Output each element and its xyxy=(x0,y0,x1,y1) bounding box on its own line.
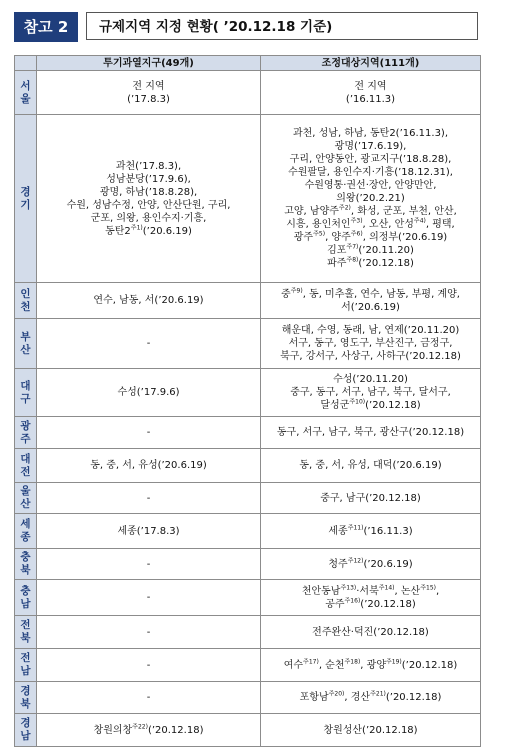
cell-line xyxy=(264,598,477,611)
footnote-marker: 주9) xyxy=(290,287,303,295)
cell-text: 창원성산(’20.12.18) xyxy=(323,724,418,736)
adjustment-area-cell xyxy=(261,514,481,549)
cell-text: 동, 중, 서, 유성(’20.6.19) xyxy=(90,460,207,471)
region-char: 산 xyxy=(20,343,31,356)
adjustment-area-cell xyxy=(261,649,481,682)
footnote-marker: 주2) xyxy=(338,204,351,212)
cell-line xyxy=(40,80,257,93)
cell-text: 김포 xyxy=(327,245,347,256)
footnote-marker: 주12) xyxy=(347,557,364,565)
reference-tag: 참고 2 xyxy=(14,12,78,42)
footnote-marker: 주1) xyxy=(130,224,143,232)
speculation-district-cell xyxy=(37,417,261,449)
speculation-district-cell xyxy=(37,71,261,115)
cell-text: 세종(’17.8.3) xyxy=(117,525,180,537)
cell-text: 동탄2 xyxy=(105,225,131,237)
speculation-district-cell xyxy=(37,369,261,417)
cell-text: 수원팔달, 용인수지·기흥(’18.12.31), xyxy=(288,167,453,178)
cell-line xyxy=(264,558,477,571)
adjustment-area-cell xyxy=(261,71,481,115)
cell-text: - xyxy=(146,338,151,349)
cell-line xyxy=(264,166,477,179)
cell-text: , 순천 xyxy=(318,659,345,671)
table-header-row xyxy=(15,56,481,71)
adjustment-area-cell xyxy=(261,682,481,714)
cell-text: (’20.12.18) xyxy=(365,400,421,411)
footnote-marker: 주22) xyxy=(132,723,148,731)
cell-text: 과천, 성남, 하남, 동탄2(’16.11.3), xyxy=(292,128,449,139)
cell-text: 전주완산·덕진(’20.12.18) xyxy=(312,626,429,638)
region-cell xyxy=(15,514,37,549)
cell-line xyxy=(264,324,477,337)
cell-text: , 화성, 군포, 부천, 안산, xyxy=(350,206,457,217)
region-cell xyxy=(15,649,37,682)
cell-text: - xyxy=(146,558,151,570)
region-cell xyxy=(15,319,37,369)
region-char: 부 xyxy=(20,330,31,343)
cell-line xyxy=(264,257,477,270)
region-char: 경 xyxy=(20,185,31,198)
cell-line xyxy=(40,591,257,604)
cell-line xyxy=(264,301,477,314)
cell-text: 중구, 동구, 서구, 남구, 북구, 달서구, xyxy=(290,387,451,398)
region-cell xyxy=(15,417,37,449)
cell-text: 동구, 서구, 남구, 북구, 광산구(’20.12.18) xyxy=(276,427,465,438)
cell-line xyxy=(264,659,477,672)
speculation-district-cell xyxy=(37,580,261,616)
cell-text: - xyxy=(146,592,151,603)
cell-text: 청주 xyxy=(328,558,348,570)
cell-text: 전 지역 xyxy=(354,80,387,92)
cell-text: (’20.12.18) xyxy=(358,258,414,269)
footnote-marker: 주10) xyxy=(349,398,366,406)
cell-text: , 의정부(’20.6.19) xyxy=(362,232,448,243)
page-header xyxy=(14,12,480,42)
cell-line xyxy=(264,153,477,166)
cell-text: 광명, 하남(’18.8.28), xyxy=(99,186,198,198)
cell-line xyxy=(40,525,257,538)
cell-line xyxy=(40,724,257,737)
cell-line xyxy=(40,294,257,307)
footnote-marker: 주18) xyxy=(344,658,361,666)
region-cell xyxy=(15,549,37,580)
cell-text: 창원의창 xyxy=(93,724,133,736)
region-char: 충 xyxy=(20,584,31,597)
cell-text: 군포, 의왕, 용인수지·기흥, xyxy=(90,212,207,224)
cell-text: 서구, 동구, 영도구, 부산진구, 금정구, xyxy=(288,338,453,349)
adjustment-area-cell xyxy=(261,580,481,616)
cell-text: 고양, 남양주 xyxy=(284,206,339,217)
cell-text: , 논산 xyxy=(394,585,421,597)
cell-text: , 경산 xyxy=(344,692,371,703)
cell-line xyxy=(40,225,257,238)
cell-text: 파주 xyxy=(327,258,347,269)
cell-line xyxy=(40,337,257,350)
table-row xyxy=(15,449,481,483)
cell-line xyxy=(40,626,257,639)
table-row xyxy=(15,649,481,682)
cell-line xyxy=(264,337,477,350)
table-row xyxy=(15,369,481,417)
adjustment-area-cell xyxy=(261,449,481,483)
region-char: 산 xyxy=(20,498,31,510)
header-speculation-overheated-district: 투기과열지구(49개) xyxy=(37,56,261,71)
cell-line xyxy=(40,659,257,672)
cell-line xyxy=(264,93,477,106)
adjustment-area-cell xyxy=(261,483,481,514)
cell-text: , 평택, xyxy=(425,219,455,230)
footnote-marker: 주15) xyxy=(420,584,436,592)
region-char: 남 xyxy=(20,597,31,610)
cell-line xyxy=(264,492,477,505)
region-char: 주 xyxy=(20,432,31,445)
cell-line xyxy=(40,186,257,199)
footnote-marker: 주13) xyxy=(340,584,357,592)
cell-text: 의왕(’20.2.21) xyxy=(336,193,405,204)
cell-text: - xyxy=(146,492,151,504)
table-row xyxy=(15,71,481,115)
cell-line xyxy=(264,724,477,737)
table-row xyxy=(15,616,481,649)
cell-text: (’20.6.19) xyxy=(363,558,413,570)
footnote-marker: 주8) xyxy=(346,256,359,264)
cell-text: 수원, 성남수정, 안양, 안산단원, 구리, xyxy=(66,199,231,211)
cell-text: 서(’20.6.19) xyxy=(341,301,400,313)
cell-text: - xyxy=(146,626,151,638)
cell-line xyxy=(40,199,257,212)
adjustment-area-cell xyxy=(261,283,481,319)
cell-text: (’17.8.3) xyxy=(127,93,170,105)
footnote-marker: 주6) xyxy=(350,230,363,238)
cell-line xyxy=(264,218,477,231)
cell-line xyxy=(40,558,257,571)
footnote-marker: 주20) xyxy=(328,690,345,698)
region-char: 울 xyxy=(20,92,31,105)
footnote-marker: 주4) xyxy=(413,217,426,225)
region-cell xyxy=(15,449,37,483)
cell-text: 세종 xyxy=(328,525,348,537)
footnote-marker: 주11) xyxy=(347,524,364,532)
footnote-marker: 주19) xyxy=(385,658,402,666)
table-row xyxy=(15,580,481,616)
cell-text: 중 xyxy=(281,288,291,300)
cell-line xyxy=(264,373,477,386)
cell-text: 여수 xyxy=(283,659,304,671)
footnote-marker: 주17) xyxy=(303,658,319,666)
table-body xyxy=(15,71,481,747)
cell-line xyxy=(40,459,257,472)
cell-line xyxy=(264,691,477,704)
region-char: 경 xyxy=(20,717,31,729)
region-char: 울 xyxy=(20,485,31,497)
cell-line xyxy=(40,386,257,399)
footnote-marker: 주7) xyxy=(346,243,359,251)
cell-line xyxy=(264,386,477,399)
speculation-district-cell xyxy=(37,319,261,369)
cell-text: 중구, 남구(’20.12.18) xyxy=(320,492,421,504)
cell-line xyxy=(264,192,477,205)
cell-line xyxy=(264,140,477,153)
region-char: 남 xyxy=(20,665,31,677)
region-cell xyxy=(15,616,37,649)
region-char: 남 xyxy=(20,730,31,742)
cell-text: , 광양 xyxy=(360,659,386,671)
adjustment-area-cell xyxy=(261,319,481,369)
cell-text: (’20.12.18) xyxy=(385,692,442,703)
cell-text: (’20.12.18) xyxy=(360,598,416,610)
cell-text: (’16.11.3) xyxy=(363,525,413,537)
region-char: 전 xyxy=(20,652,31,664)
page-title: 규제지역 지정 현황( ’20.12.18 기준) xyxy=(86,12,478,40)
cell-line xyxy=(264,244,477,257)
region-char: 광 xyxy=(20,419,31,432)
cell-text: , 양주 xyxy=(325,232,351,243)
speculation-district-cell xyxy=(37,483,261,514)
region-cell xyxy=(15,682,37,714)
speculation-district-cell xyxy=(37,616,261,649)
cell-text: - xyxy=(146,427,151,438)
cell-line xyxy=(40,173,257,186)
region-char: 북 xyxy=(20,697,31,710)
cell-line xyxy=(40,212,257,225)
region-char: 세 xyxy=(20,518,31,530)
cell-text: , 오산, 안성 xyxy=(362,219,414,230)
cell-text: 달성군 xyxy=(320,400,350,411)
speculation-district-cell xyxy=(37,283,261,319)
cell-line xyxy=(264,426,477,439)
cell-text: 수원영통·권선·장안, 안양만안, xyxy=(304,180,437,191)
cell-text: - xyxy=(146,659,151,671)
cell-text: (’20.12.18) xyxy=(401,659,458,671)
cell-line xyxy=(264,350,477,363)
cell-text: 광주 xyxy=(293,232,314,243)
region-char: 충 xyxy=(20,551,31,563)
region-cell xyxy=(15,115,37,283)
region-char: 북 xyxy=(20,632,31,644)
region-char: 북 xyxy=(20,564,31,576)
cell-line xyxy=(40,160,257,173)
cell-text: 포항남 xyxy=(299,692,329,703)
cell-line xyxy=(264,585,477,598)
speculation-district-cell xyxy=(37,682,261,714)
region-char: 천 xyxy=(20,300,31,313)
cell-line xyxy=(264,626,477,639)
region-char: 기 xyxy=(20,198,31,211)
footnote-marker: 주5) xyxy=(313,230,326,238)
cell-text: 광명(’17.6.19), xyxy=(334,141,407,152)
cell-line xyxy=(264,288,477,301)
header-adjustment-target-area: 조정대상지역(111개) xyxy=(261,56,481,71)
speculation-district-cell xyxy=(37,449,261,483)
adjustment-area-cell xyxy=(261,115,481,283)
cell-text: (’20.6.19) xyxy=(142,225,192,237)
region-char: 종 xyxy=(20,531,31,543)
speculation-district-cell xyxy=(37,549,261,580)
cell-text: 연수, 남동, 서(’20.6.19) xyxy=(93,295,204,306)
cell-text: 수성(’20.11.20) xyxy=(333,374,408,385)
cell-text: 천안동남 xyxy=(301,585,341,597)
footnote-marker: 주21) xyxy=(370,690,386,698)
footnote-marker: 주16) xyxy=(344,597,361,605)
speculation-district-cell xyxy=(37,115,261,283)
table-row xyxy=(15,319,481,369)
speculation-district-cell xyxy=(37,514,261,549)
table-row xyxy=(15,549,481,580)
adjustment-area-cell xyxy=(261,549,481,580)
cell-line xyxy=(40,492,257,505)
table-row xyxy=(15,283,481,319)
cell-text: ·서북 xyxy=(356,585,379,597)
cell-line xyxy=(40,691,257,704)
region-char: 인 xyxy=(20,287,31,300)
adjustment-area-cell xyxy=(261,369,481,417)
region-cell xyxy=(15,483,37,514)
region-char: 전 xyxy=(20,465,31,478)
cell-line xyxy=(264,231,477,244)
table-row xyxy=(15,483,481,514)
cell-text: 전 지역 xyxy=(132,80,165,92)
region-char: 대 xyxy=(20,452,31,465)
cell-text: 공주 xyxy=(325,598,345,610)
adjustment-area-cell xyxy=(261,417,481,449)
region-char: 대 xyxy=(20,379,31,392)
regulation-table xyxy=(14,55,481,747)
cell-line xyxy=(264,80,477,93)
cell-text: , 동, 미추홀, 연수, 남동, 부평, 계양, xyxy=(302,288,460,300)
cell-text: 수성(’17.9.6) xyxy=(117,387,180,398)
region-cell xyxy=(15,369,37,417)
table-row xyxy=(15,682,481,714)
footnote-marker: 주3) xyxy=(350,217,363,225)
cell-text: - xyxy=(146,692,151,703)
cell-line xyxy=(264,205,477,218)
table-row xyxy=(15,514,481,549)
cell-line xyxy=(264,179,477,192)
region-char: 전 xyxy=(20,619,31,631)
table-row xyxy=(15,417,481,449)
cell-line xyxy=(264,459,477,472)
cell-text: 해운대, 수영, 동래, 남, 연제(’20.11.20) xyxy=(281,325,460,336)
cell-text: 동, 중, 서, 유성, 대덕(’20.6.19) xyxy=(299,460,442,471)
cell-line xyxy=(264,127,477,140)
speculation-district-cell xyxy=(37,649,261,682)
cell-text: 성남분당(’17.9.6), xyxy=(106,173,191,185)
cell-line xyxy=(264,399,477,412)
cell-text: 구리, 안양동안, 광교지구(’18.8.28), xyxy=(289,154,452,165)
footnote-marker: 주14) xyxy=(378,584,395,592)
cell-text: 시흥, 용인처인 xyxy=(286,219,351,230)
cell-text: (’16.11.3) xyxy=(345,93,396,105)
adjustment-area-cell xyxy=(261,616,481,649)
header-region-cell xyxy=(15,56,37,71)
region-char: 구 xyxy=(20,392,31,405)
cell-line xyxy=(40,426,257,439)
region-char: 서 xyxy=(20,79,31,92)
region-cell xyxy=(15,71,37,115)
cell-text: 북구, 강서구, 사상구, 사하구(’20.12.18) xyxy=(280,351,461,362)
cell-text: (’20.12.18) xyxy=(147,724,204,736)
cell-line xyxy=(264,525,477,538)
region-char: 경 xyxy=(20,684,31,697)
region-cell xyxy=(15,283,37,319)
cell-text: (’20.11.20) xyxy=(358,245,414,256)
cell-line xyxy=(40,93,257,106)
table-row xyxy=(15,115,481,283)
cell-text: , xyxy=(435,585,440,597)
cell-text: 과천(’17.8.3), xyxy=(115,160,182,172)
region-cell xyxy=(15,580,37,616)
